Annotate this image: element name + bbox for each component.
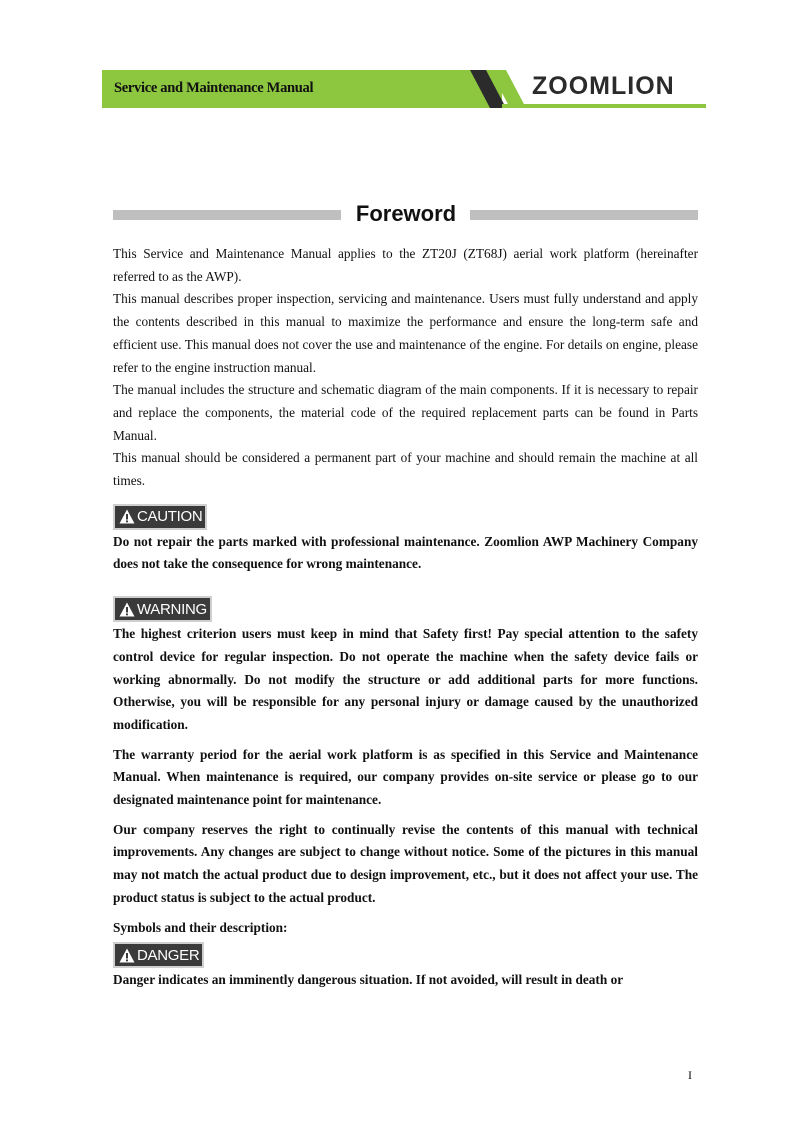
danger-badge	[113, 942, 204, 968]
caution-section	[113, 504, 698, 530]
caution-badge	[113, 504, 207, 530]
header-underline	[502, 104, 706, 108]
revision-paragraph: Our company reserves the right to continually revise the contents of this manual with technical improvements. Any changes are subject to change without notice. Some of the pictures in this manual may not match the actual product due to design improvement, etc., but it does not affect your use. The product status is subject to the actual product.	[113, 821, 698, 905]
danger-label: DANGER	[137, 946, 200, 964]
heading-bar-left	[113, 210, 341, 220]
caution-label: CAUTION	[137, 508, 203, 526]
page-header	[102, 70, 706, 108]
danger-section	[113, 942, 698, 968]
zoomlion-logo-mark	[470, 70, 540, 108]
warning-label: WARNING	[137, 600, 207, 618]
warning-text: The highest criterion users must keep in mind that Safety first! Pay special attention to the safety control device for regular inspection. Do not operate the machine when the safety device fails or working abnormally. Do not modify the structure or add additional parts for more functions. Otherwise, you will be responsible for any personal injury or damage caused by the unauthorized modification.	[113, 626, 698, 732]
manual-title: Service and Maintenance Manual	[114, 80, 314, 96]
page-title: Foreword	[355, 201, 457, 226]
symbols-heading: Symbols and their description:	[113, 919, 288, 935]
intro-paragraph: The manual includes the structure and schematic diagram of the main components. If it is necessary to repair and replace the components, the material code of the required replacement parts can be found in Parts Manual.	[113, 382, 698, 443]
warning-triangle-icon	[119, 602, 135, 617]
warranty-paragraph: The warranty period for the aerial work platform is as specified in this Service and Maintenance Manual. When maintenance is required, our company provides on-site service or please go to our designated maintenance point for maintenance.	[113, 746, 698, 808]
warning-triangle-icon	[119, 948, 135, 963]
foreword-content	[113, 243, 698, 992]
warning-section	[113, 596, 698, 622]
page-number: I	[688, 1068, 692, 1082]
warning-triangle-icon	[119, 509, 135, 524]
intro-paragraph: This manual should be considered a permanent part of your machine and should remain the machine at all times.	[113, 450, 698, 489]
brand-logo-text: ZOOMLION	[532, 72, 675, 100]
intro-paragraph: This Service and Maintenance Manual applies to the ZT20J (ZT68J) aerial work platform (hereinafter referred to as the AWP).	[113, 246, 698, 284]
heading-bar-right	[470, 210, 698, 220]
caution-text: Do not repair the parts marked with professional maintenance. Zoomlion AWP Machinery Company does not take the consequence for wrong maintenance.	[113, 533, 698, 572]
foreword-heading-row	[113, 202, 698, 226]
intro-paragraph: This manual describes proper inspection, servicing and maintenance. Users must fully understand and apply the contents described in this manual to maximize the performance and ensure the long-term safe and efficient use. This manual does not cover the use and maintenance of the engine. For details on engine, please refer to the engine instruction manual.	[113, 291, 698, 375]
warning-badge	[113, 596, 212, 622]
danger-text: Danger indicates an imminently dangerous situation. If not avoided, will result in death or	[113, 972, 624, 988]
